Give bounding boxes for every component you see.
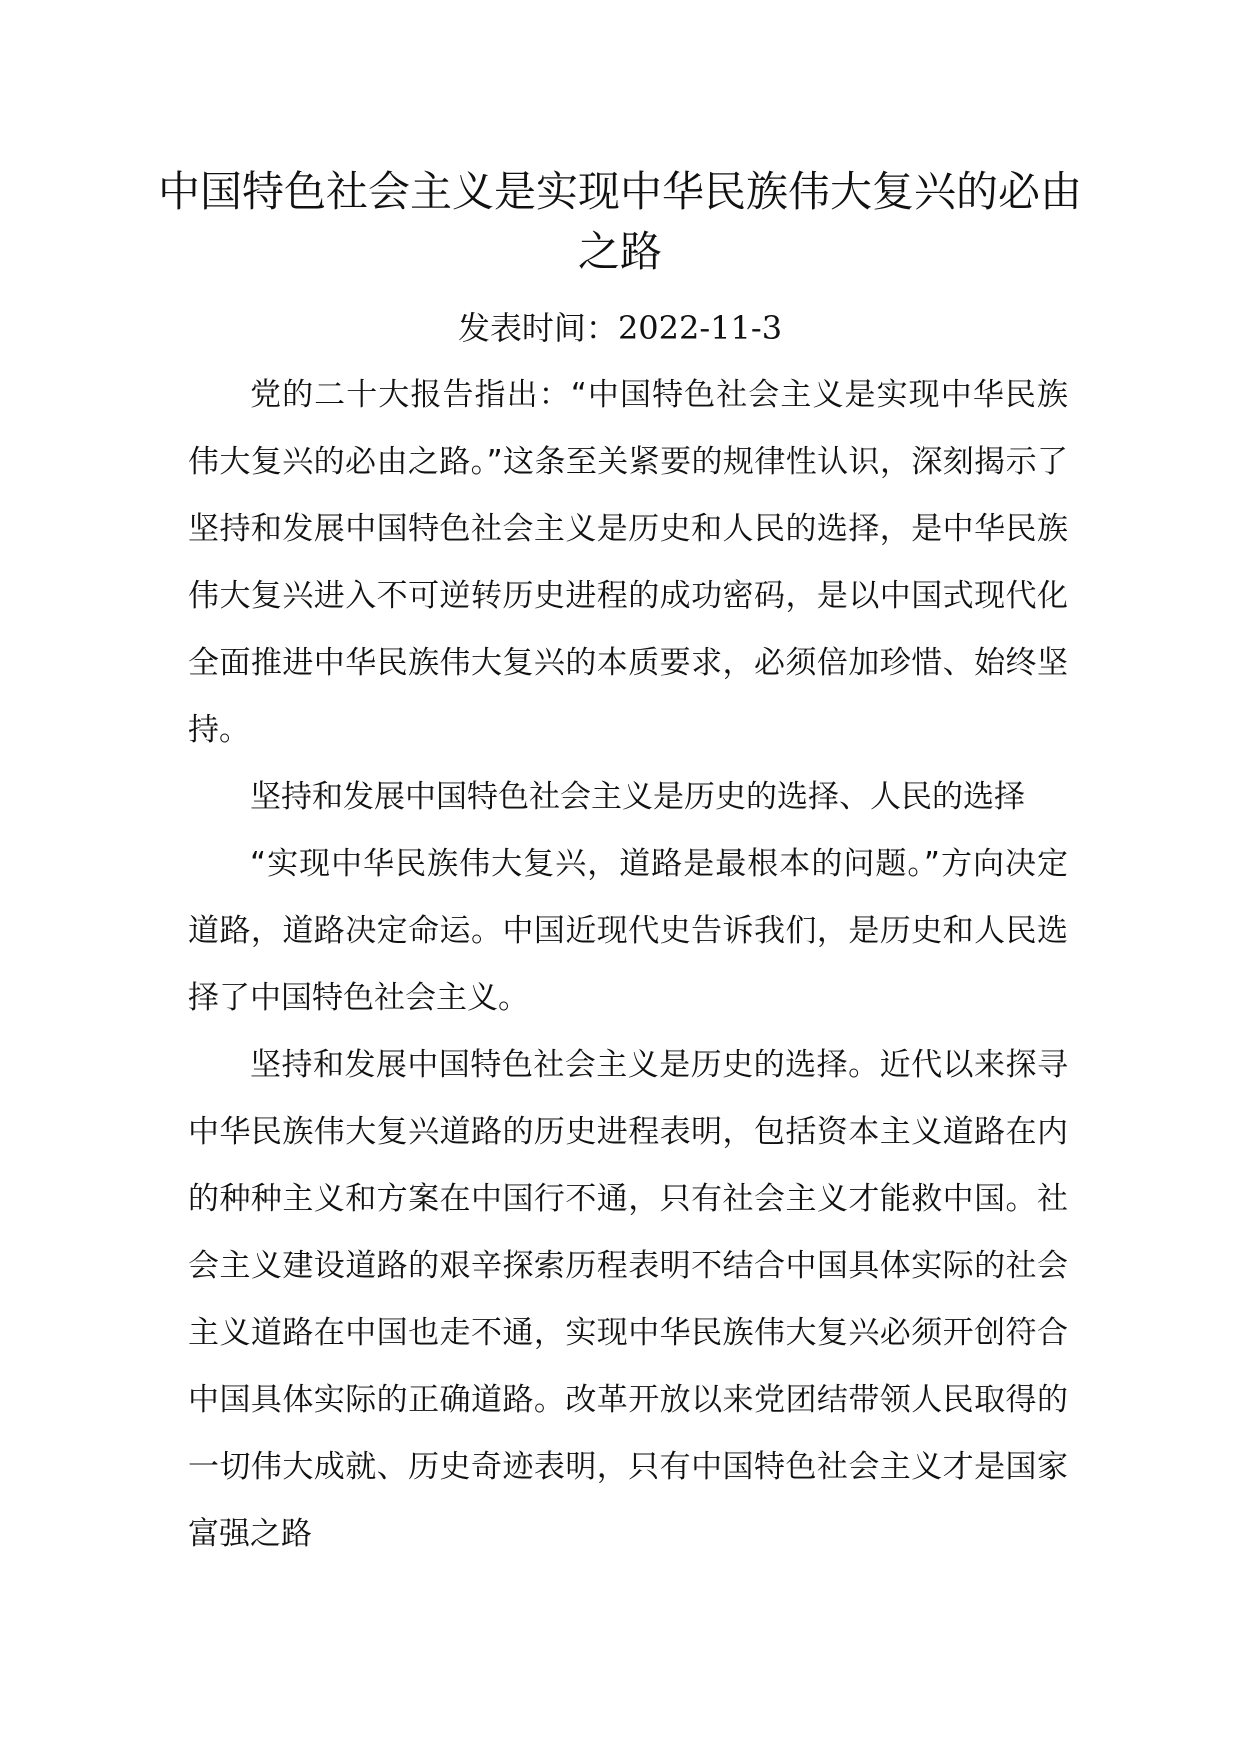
publish-date-label: 发表时间： — [457, 309, 618, 347]
publish-date — [150, 306, 1090, 350]
paragraph-2: “实现中华民族伟大复兴，道路是最根本的问题。”方向决定道路，道路决定命运。中国近现代史告诉我们，是历史和人民选择了中国特色社会主义。 — [188, 846, 1068, 1016]
article-body — [188, 362, 1068, 1568]
paragraph-1: 党的二十大报告指出：“中国特色社会主义是实现中华民族伟大复兴的必由之路。”这条至关紧要的规律性认识，深刻揭示了坚持和发展中国特色社会主义是历史和人民的选择，是中华民族伟大复兴进入不可逆转历史进程的成功密码，是以中国式现代化全面推进中华民族伟大复兴的本质要求，必须倍加珍惜、始终坚持。 — [188, 377, 1068, 748]
section-heading: 坚持和发展中国特色社会主义是历史的选择、人民的选择 — [250, 779, 1025, 815]
paragraph-3: 坚持和发展中国特色社会主义是历史的选择。近代以来探寻中华民族伟大复兴道路的历史进程表明，包括资本主义道路在内的种种主义和方案在中国行不通，只有社会主义才能救中国。社会主义建设道路的艰辛探索历程表明不结合中国具体实际的社会主义道路在中国也走不通，实现中华民族伟大复兴必须开创符合中国具体实际的正确道路。改革开放以来党团结带领人民取得的一切伟大成就、历史奇迹表明，只有中国特色社会主义才是国家富强之路 — [188, 1047, 1068, 1552]
document-title: 中国特色社会主义是实现中华民族伟大复兴的必由之路 — [157, 167, 1082, 276]
publish-date-value: 2022-11-3 — [617, 309, 783, 347]
